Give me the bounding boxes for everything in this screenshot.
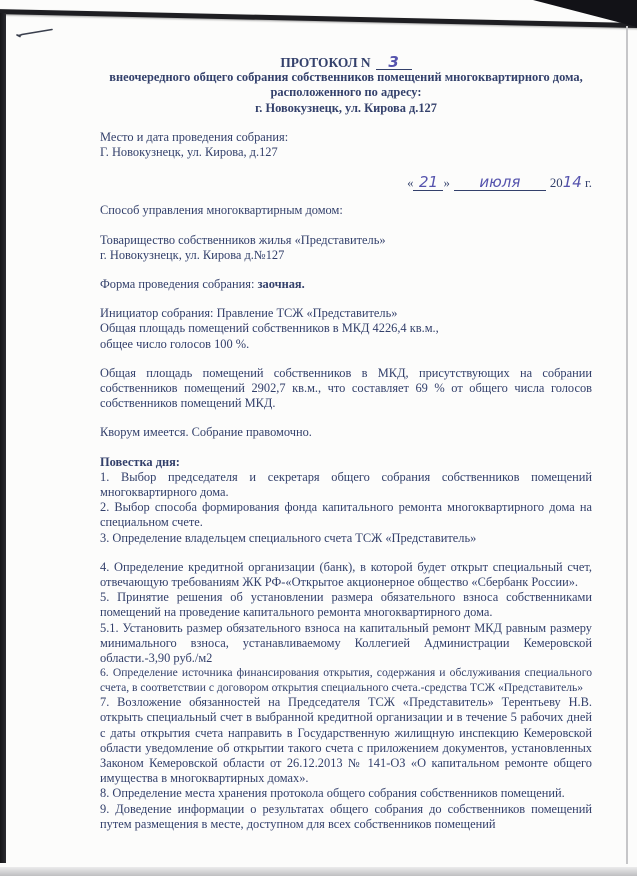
- date-month-slot: [454, 175, 546, 191]
- title-subtitle-line-3: г. Новокузнецк, ул. Кирова д.127: [255, 100, 437, 115]
- date-line: [100, 175, 592, 191]
- agenda-item-9: 9. Доведение информации о результатах общего собрания до собственников помещений путем размещения в месте, доступном для всех собственников помещений: [100, 801, 592, 831]
- agenda-item-5: 5. Принятие решения об установлении размера обязательного взноса собственниками помещений на проведение капитального ремонта многоквартирного дома.: [100, 590, 592, 620]
- date-day-handwritten: 21: [418, 173, 439, 192]
- agenda-item-2: 2. Выбор способа формирования фонда капитального ремонта многоквартирного дома на специальном счете.: [100, 500, 592, 530]
- date-suffix: г.: [584, 176, 592, 191]
- initiator-line-3: общее число голосов 100 %.: [100, 336, 250, 351]
- title-subtitle-line-2: расположенного по адресу:: [270, 85, 422, 100]
- date-month-handwritten: июля: [479, 173, 521, 192]
- management-address: г. Новокузнецк, ул. Кирова д.№127: [100, 247, 285, 262]
- date-open-quote: «: [407, 176, 414, 191]
- initiator-line-2: Общая площадь помещений собственников в МКД 4226,4 кв.м.,: [100, 321, 439, 336]
- agenda-heading: Повестка дня:: [100, 454, 180, 469]
- document-body: [100, 55, 592, 832]
- document-title: [100, 55, 592, 70]
- protocol-number-handwritten: 3: [388, 53, 399, 71]
- quorum-line: Кворум имеется. Собрание правомочно.: [100, 425, 312, 440]
- date-year-handwritten: 14: [562, 173, 582, 192]
- form-line: [100, 277, 592, 292]
- scan-left-edge-shadow: [0, 13, 6, 863]
- title-prefix: ПРОТОКОЛ N: [280, 55, 371, 70]
- scan-top-edge-shadow: [0, 9, 637, 28]
- agenda-item-8: 8. Определение места хранения протокола общего собрания собственников помещений.: [100, 786, 565, 801]
- agenda-item-6: 6. Определение источника финансирования открытия, содержания и обслуживания специального счета, в соответствии с договором открытия специального счета.-средства ТСЖ «Представитель»: [100, 666, 592, 694]
- protocol-number-slot: [376, 53, 412, 71]
- agenda-item-1: 1. Выбор председателя и секретаря общего собрания собственников помещений многоквартирного дома.: [100, 469, 592, 500]
- management-org: Товарищество собственников жилья «Представитель»: [100, 232, 386, 247]
- scan-right-paper-edge: [626, 26, 628, 864]
- form-value: заочная.: [257, 277, 305, 292]
- agenda-item-5-1: 5.1. Установить размер обязательного взноса на капитальный ремонт МКД равным размеру минимального взноса, устанавливаемому Коллегией Администрации Кемеровской области.-3,90 руб./м2: [100, 620, 592, 666]
- presence-paragraph: Общая площадь помещений собственников в МКД, присутствующих на собрании собственников помещений 2902,7 кв.м., что составляет 69 % от общего числа голосов собственников помещений МКД.: [100, 365, 592, 411]
- form-label: Форма проведения собрания:: [100, 277, 255, 292]
- date-close-quote: »: [443, 176, 450, 191]
- scan-bottom-edge-shadow: [0, 867, 637, 876]
- management-label: Способ управления многоквартирным домом:: [100, 203, 343, 218]
- pen-scribble-mark: [14, 22, 58, 40]
- agenda-item-4: 4. Определение кредитной организации (банк), в которой будет открыт специальный счет, отвечающую требованиям ЖК РФ-«Открытое акционерное общество «Сбербанк России».: [100, 559, 592, 590]
- agenda-item-7: 7. Возложение обязанностей на Председателя ТСЖ «Представитель» Терентьеву Н.В. открыть специальный счет в выбранной кредитной организации и в течение 5 рабочих дней с даты открытия счета направить в Государственную жилищную инспекцию Кемеровской области уведомление об открытии такого счета с приложением документов, установленных Законом Кемеровской области от 26.12.2013 № 141-ОЗ «О капитальном ремонте общего имущества в многоквартирных домах».: [100, 695, 592, 786]
- place-label: Место и дата проведения собрания:: [100, 129, 289, 144]
- date-year-printed: 20: [549, 176, 563, 191]
- place-value: Г. Новокузнецк, ул. Кирова, д.127: [100, 145, 278, 160]
- initiator-line-1: Инициатор собрания: Правление ТСЖ «Представитель»: [100, 306, 398, 321]
- title-subtitle-line-1: внеочередного общего собрания собственников помещений многоквартирного дома,: [109, 70, 583, 85]
- agenda-item-3: 3. Определение владельцем специального счета ТСЖ «Представитель»: [100, 530, 477, 545]
- date-day-slot: [413, 175, 443, 191]
